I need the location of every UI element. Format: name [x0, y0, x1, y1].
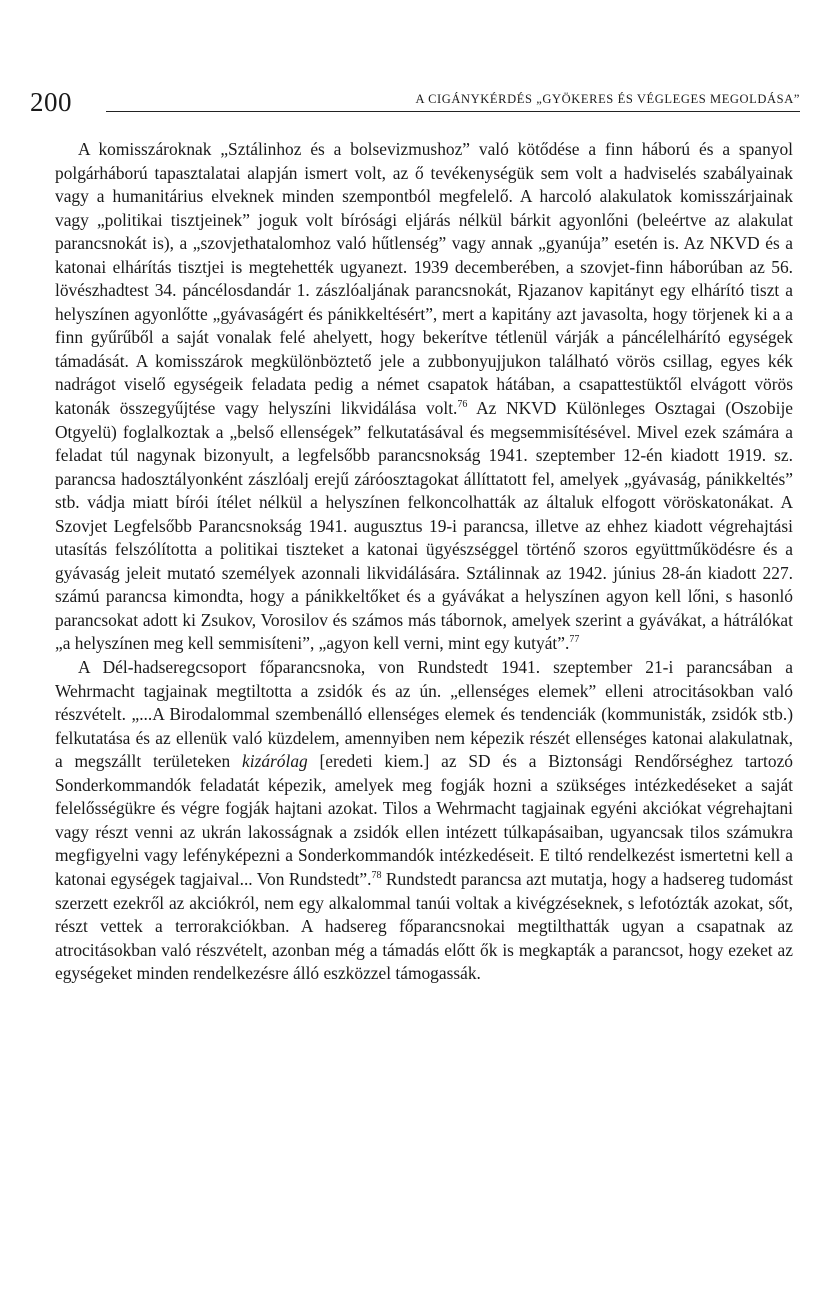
- emphasis-text: kizárólag: [242, 751, 308, 772]
- paragraph-2: [55, 656, 793, 986]
- paragraph-2-text-a: A Dél-hadseregcsoport főparancsnoka, von Rundstedt 1941. szeptember 21-i parancsában a Wehrmacht tagjainak megtiltotta a zsidók és az ún. „ellenséges elemek” elleni atrocitásokban való részvételt. „...A Birodalommal szembenálló ellenséges elemek és tendenciák (kommunisták, zsidók stb.) felkutatása és az ellenük való küzdelem, amennyiben nem képezik részét ellenséges katonai alakulatnak, a megszállt területeken: [55, 657, 793, 772]
- paragraph-2-text-b: [eredeti kiem.] az SD és a Biztonsági Rendőrséghez tartozó Sonderkommandók feladatát képezik, amelyek meg fogják hozni a szükséges intézkedéseket a saját felelősségükre és végre fogják hajtani azokat. Tilos a Wehrmacht tagjainak egyéni akciókat végrehajtani vagy részt venni az ukrán lakosságnak a zsidók ellen intézett túlkapásaiban, ugyancsak tilos számukra megfigyelni vagy lefényképezni a Sonderkommandók intézkedéseit. E tiltó rendelkezést ismertetni kell a katonai egységek tagjaival... Von Rundstedt”.: [55, 751, 793, 889]
- page-number: 200: [30, 87, 72, 117]
- paragraph-1-text-b: Az NKVD Különleges Osztagai (Oszobije Otgyelü) foglalkoztak a „belső ellenségek” felkutatásával és megsemmisítésével. Mivel ezek számára a feladat túl nagynak bizonyult, a legfelsőbb parancsnokság 1941. szeptember 12-én kiadott 1919. sz. parancsa hadosztályonként zászlóalj erejű záróosztagokat állíttatott fel, amelyek „gyávaság, pánikkeltés” stb. vádja miatt bírói ítélet nélkül a helyszínen felkoncolhatták az általuk elfogott vöröskatonákat. A Szovjet Legfelsőbb Parancsnokság 1941. augusztus 19-i parancsa, illetve az ehhez kiadott végrehajtási utasítás felszólította a politikai tiszteket a katonai ügyészséggel történő szoros együttműködésre és a gyávaság jeleit mutató személyek azonnali likvidálására. Sztálinnak az 1942. június 28-án kiadott 227. számú parancsa kimondta, hogy a pánikkeltőket és a gyávákat a helyszínen agyon kell lőni, s hasonló parancsokat adott ki Zsukov, Vorosilov és számos más tábornok, amelyek szerint a gyávákat, a hátrálókat „a helyszínen meg kell semmisíteni”, „agyon kell verni, mint egy kutyát”.: [55, 398, 793, 654]
- footnote-ref-76: 76: [457, 399, 468, 411]
- paragraph-1: [55, 138, 793, 656]
- body-text: [55, 138, 793, 986]
- footnote-ref-77: 77: [569, 634, 580, 646]
- page-header: [30, 86, 800, 118]
- footnote-ref-78: 78: [371, 869, 382, 881]
- paragraph-1-text-a: A komisszároknak „Sztálinhoz és a bolsevizmushoz” való kötődése a finn háború és a spanyol polgárháború tapasztalatai alapján ismert volt, az ő tevékenységük sem volt a hadviselés szabályainak vagy a humanitárius elveknek minden szempontból megfelelő. A harcoló alakulatok komisszárjainak vagy „politikai tisztjeinek” joguk volt bírósági eljárás nélkül bárkit agyonlőni (beleértve az alakulat parancsnokát is), a „szovjethatalomhoz való hűtlenség” vagy annak „gyanúja” esetén is. Az NKVD és a katonai elhárítás tisztjei is megtehették ugyanezt. 1939 decemberében, a szovjet-finn háborúban az 56. lövészhadtest 34. páncélosdandár 1. zászlóaljának parancsnokát, Rjazanov kapitányt egy elhárító tiszt a helyszínen agyonlőtte „gyávaságért és pánikkeltésért”, mert a kapitány azt javasolta, hogy törjenek ki a a finn gyűrűből a saját vonalak felé ahelyett, hogy bekerítve tétlenül várják a páncélelhárító egységek támadását. A komisszárok megkülönböztető jele a zubbonyujjukon található vörös csillag, egyes kék nadrágot viselő egységeik feladata pedig a német csapatok hátában, a csapattestüktől elvágott vörös katonák összegyűjtése vagy helyszíni likvidálása volt.: [55, 139, 793, 419]
- running-title: A CIGÁNYKÉRDÉS „GYÖKERES ÉS VÉGLEGES MEGOLDÁSA”: [415, 92, 800, 106]
- header-rule: [106, 111, 800, 112]
- paragraph-2-text-c: Rundstedt parancsa azt mutatja, hogy a hadsereg tudomást szerzett ezekről az akciókról, nem egy alkalommal tanúi voltak a kivégzéseknek, s lefotózták azokat, sőt, részt vettek a terrorakciókban. A hadsereg főparancsnokai megtilthatták ugyan a csapatnak az atrocitásokban való részvételt, azonban még a támadás előtt ők is megkapták a parancsot, hogy ezeket az egységeket minden rendelkezésre álló eszközzel támogassák.: [55, 868, 793, 984]
